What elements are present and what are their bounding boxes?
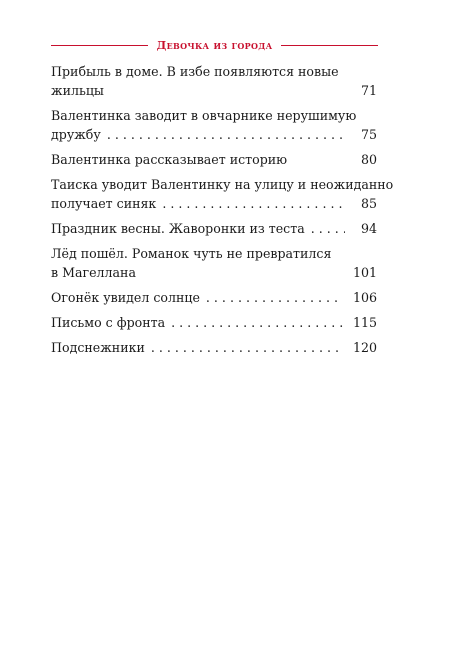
toc-page-number: 101 [352, 265, 377, 280]
toc-entry-line [51, 244, 377, 263]
toc-entry-line [51, 125, 377, 144]
toc-entry [51, 175, 394, 213]
toc-entry-title: получает синяк [51, 196, 157, 211]
header-rule-right [281, 45, 378, 46]
toc-entry [51, 62, 377, 100]
toc-entry-title: Праздник весны. Жаворонки из теста [51, 221, 305, 236]
toc-entry-line [51, 219, 377, 238]
toc-entry [51, 150, 377, 169]
running-header [51, 35, 378, 55]
toc-entry-line [51, 338, 377, 357]
toc-page-number: 71 [360, 83, 377, 98]
header-rule-left [51, 45, 148, 46]
toc-page-number: 85 [360, 196, 377, 211]
dot-leader [151, 338, 343, 357]
toc-entry-line [51, 150, 377, 169]
toc-entry-line [51, 175, 394, 194]
toc-entry-title: Валентинка заводит в овчарнике нерушимую [51, 108, 357, 123]
toc-entry-line [51, 81, 377, 100]
table-of-contents [51, 62, 394, 363]
toc-entry-title: дружбу [51, 127, 101, 142]
toc-page-number: 75 [360, 127, 377, 142]
toc-entry-title: Таиска уводит Валентинку на улицу и неожиданно [51, 177, 394, 192]
dot-leader [311, 219, 345, 238]
toc-entry [51, 288, 377, 307]
toc-page-number: 115 [352, 315, 377, 330]
running-header-title: Девочка из города [156, 38, 273, 52]
toc-entry-title: жильцы [51, 83, 104, 98]
toc-entry-line [51, 62, 377, 81]
toc-entry-title: Подснежники [51, 340, 145, 355]
toc-entry-line [51, 106, 377, 125]
toc-entry [51, 106, 377, 144]
toc-entry-line [51, 194, 377, 213]
toc-entry-title: Лёд пошёл. Романок чуть не превратился [51, 246, 332, 261]
toc-page-number: 94 [360, 221, 377, 236]
dot-leader [206, 288, 343, 307]
toc-entry-title: в Магеллана [51, 265, 136, 280]
toc-entry-title: Прибыль в доме. В избе появляются новые [51, 64, 339, 79]
toc-entry [51, 244, 377, 282]
toc-entry-title: Огонёк увидел солнце [51, 290, 200, 305]
toc-entry-title: Валентинка рассказывает историю [51, 152, 288, 167]
dot-leader [162, 194, 345, 213]
toc-entry-line [51, 288, 377, 307]
toc-entry-line [51, 313, 377, 332]
toc-page-number: 120 [352, 340, 377, 355]
toc-entry-line [51, 263, 377, 282]
toc-entry [51, 313, 377, 332]
toc-entry [51, 338, 377, 357]
toc-page-number: 106 [352, 290, 377, 305]
dot-leader [171, 313, 343, 332]
toc-entry-title: Письмо с фронта [51, 315, 166, 330]
dot-leader [107, 125, 345, 144]
toc-page-number: 80 [360, 152, 377, 167]
toc-entry [51, 219, 377, 238]
